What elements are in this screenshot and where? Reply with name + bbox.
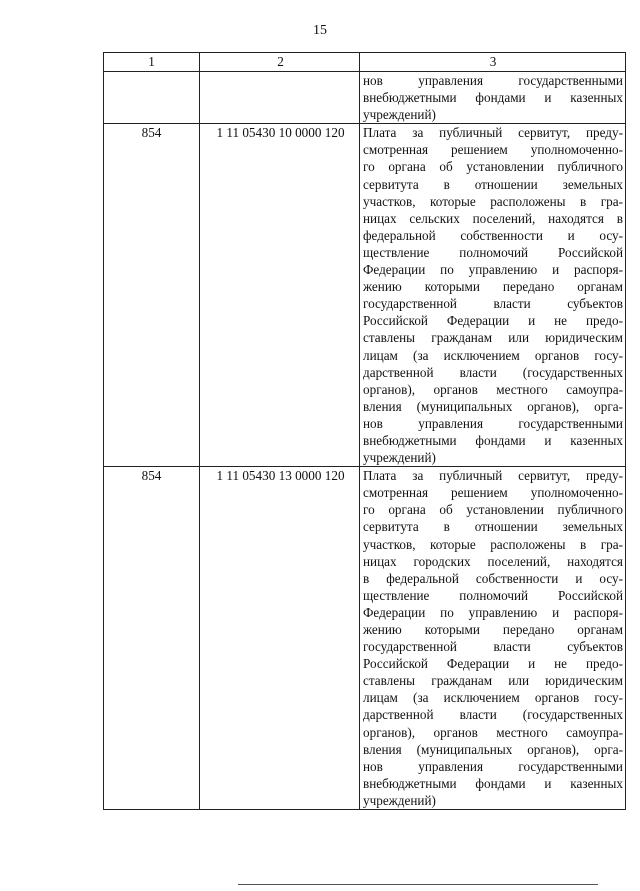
page-number: 15	[313, 23, 327, 38]
description-line: ницах городских поселений, находятся	[363, 553, 623, 569]
description-line: Плата за публичный сервитут, преду-	[363, 468, 623, 484]
description-cell	[360, 467, 626, 810]
description-line: жению которыми передано органам	[363, 622, 623, 637]
admin-code-cell	[104, 72, 200, 124]
header-col-2: 2	[200, 53, 360, 72]
description-line: федеральной собственности и осу-	[363, 227, 623, 243]
description-line: лицам (за исключением органов госу-	[363, 690, 623, 706]
description-line: дарственной власти (государственных	[363, 364, 623, 380]
description-line: Федерации по управлению и распоря-	[363, 262, 623, 278]
header-col-1: 1	[104, 53, 200, 72]
description-line: го органа об установлении публичного	[363, 159, 623, 175]
table-row	[104, 124, 626, 467]
description-line: Плата за публичный сервитут, преду-	[363, 125, 623, 141]
budget-classification-code-cell: 1 11 05430 10 0000 120	[200, 124, 360, 467]
admin-code-cell: 854	[104, 467, 200, 810]
description-line: ставлены гражданам или юридическим	[363, 330, 623, 346]
header-col-3: 3	[360, 53, 626, 72]
table-row	[104, 72, 626, 124]
description-line: Российской Федерации и не предо-	[363, 656, 623, 672]
budget-code-table	[103, 52, 626, 810]
description-line: вления (муниципальных органов), орга-	[363, 398, 623, 414]
description-line: нов управления государственными	[363, 415, 623, 431]
table-body	[104, 72, 626, 810]
description-line: органов), органов местного самоупра-	[363, 724, 623, 740]
description-line: ставлены гражданам или юридическим	[363, 673, 623, 689]
description-line: смотренная решением уполномоченно-	[363, 485, 623, 501]
description-line: го органа об установлении публичного	[363, 502, 623, 518]
description-line: нов управления государственными	[363, 758, 623, 774]
description-line: участков, которые расположены в гра-	[363, 536, 623, 552]
description-line: внебюджетными фондами и казенных	[363, 90, 623, 106]
description-line: лицам (за исключением органов госу-	[363, 347, 623, 363]
description-line: дарственной власти (государственных	[363, 707, 623, 723]
budget-classification-code-cell: 1 11 05430 13 0000 120	[200, 467, 360, 810]
description-cell	[360, 124, 626, 467]
description-line: ницах сельских поселений, находятся в	[363, 210, 623, 226]
description-line: учреждений)	[363, 107, 436, 123]
description-line: государственной власти субъектов	[363, 639, 623, 655]
description-line: вления (муниципальных органов), орга-	[363, 741, 623, 757]
description-line: сервитута в отношении земельных	[363, 176, 623, 192]
description-line: органов), органов местного самоупра-	[363, 381, 623, 397]
description-line: ществление полномочий Российской	[363, 587, 623, 603]
table-row	[104, 467, 626, 810]
table-header-row	[104, 53, 626, 72]
description-line: нов управления государственными	[363, 73, 623, 88]
description-line: учреждений)	[363, 450, 436, 466]
budget-classification-code-cell	[200, 72, 360, 124]
bottom-rule	[238, 884, 598, 885]
description-line: Российской Федерации и не предо-	[363, 313, 623, 329]
description-line: в федеральной собственности и осу-	[363, 570, 623, 586]
description-line: государственной власти субъектов	[363, 296, 623, 312]
description-line: сервитута в отношении земельных	[363, 519, 623, 535]
description-line: внебюджетными фондами и казенных	[363, 775, 623, 791]
description-line: ществление полномочий Российской	[363, 244, 623, 260]
description-line: смотренная решением уполномоченно-	[363, 142, 623, 158]
description-line: Федерации по управлению и распоря-	[363, 604, 623, 620]
admin-code-cell: 854	[104, 124, 200, 467]
description-line: участков, которые расположены в гра-	[363, 193, 623, 209]
description-line: учреждений)	[363, 792, 436, 808]
description-cell	[360, 72, 626, 124]
description-line: жению которыми передано органам	[363, 279, 623, 295]
description-line: внебюджетными фондами и казенных	[363, 432, 623, 448]
